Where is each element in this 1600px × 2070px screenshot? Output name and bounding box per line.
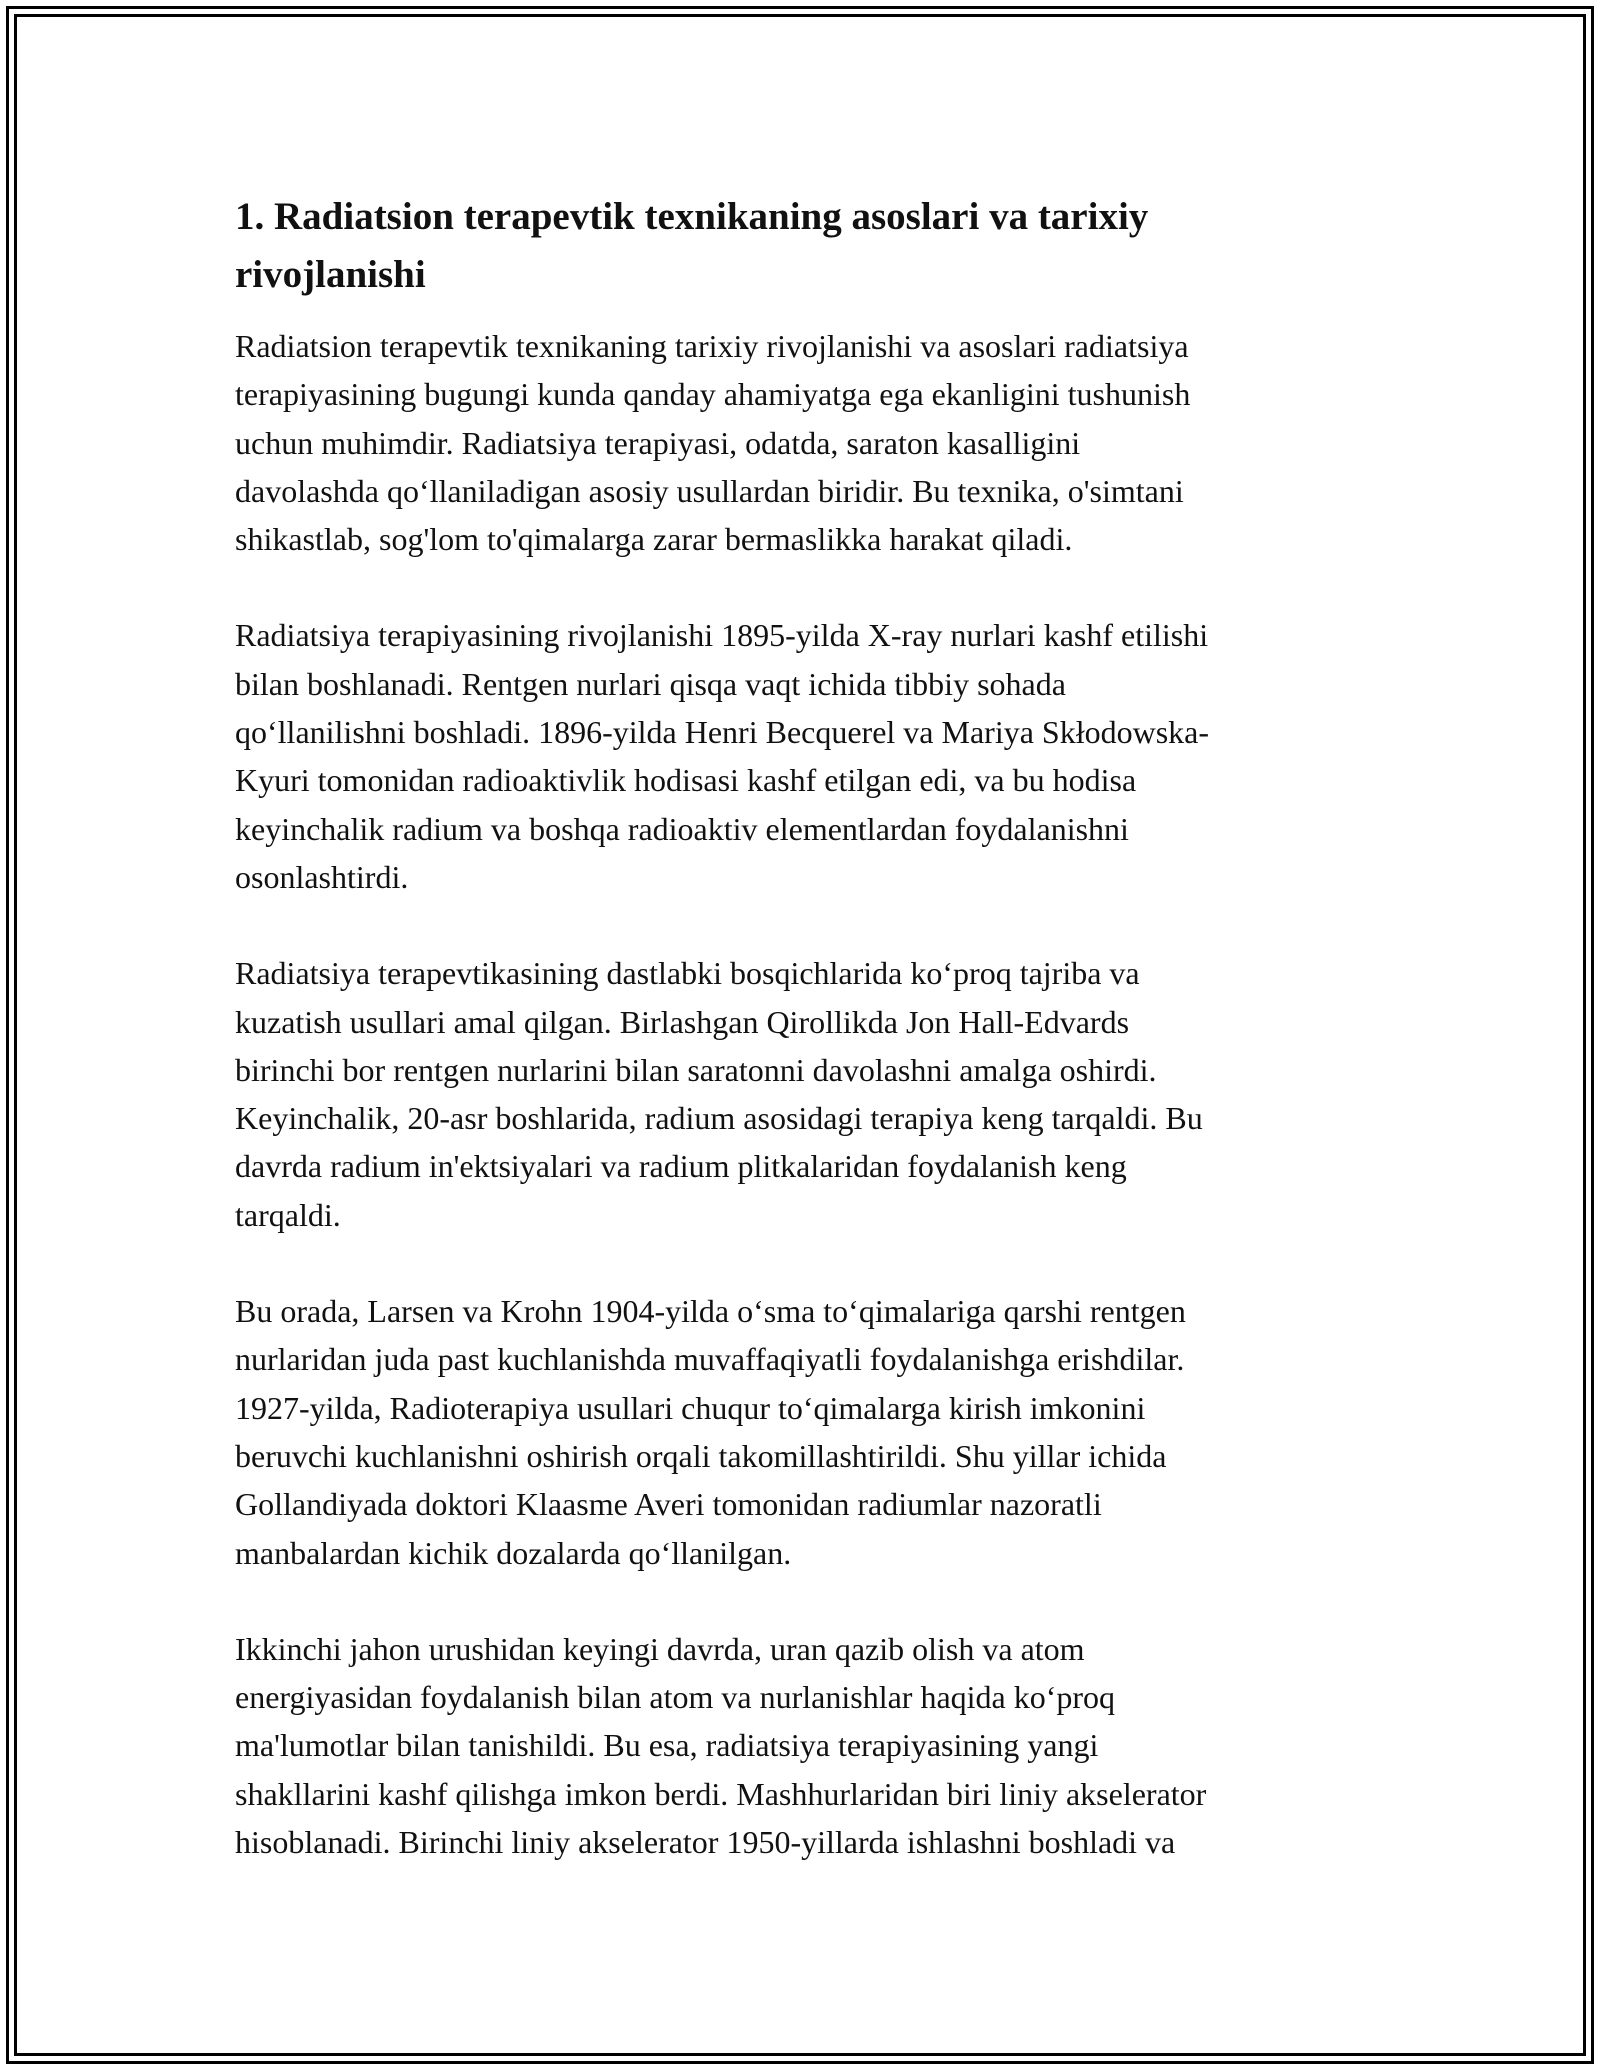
text-line: bilan boshlanadi. Rentgen nurlari qisqa vaqt ichida tibbiy sohada <box>235 665 1066 702</box>
paragraph-1 <box>235 322 1365 563</box>
section-heading-line-1: 1. Radiatsion terapevtik texnikaning asoslari va tarixiy <box>235 195 1149 238</box>
text-line: uchun muhimdir. Radiatsiya terapiyasi, odatda, saraton kasalligini <box>235 424 1081 461</box>
text-line: davrda radium in'ektsiyalari va radium plitkalaridan foydalanish keng <box>235 1148 1127 1185</box>
paragraph-2 <box>235 611 1365 901</box>
text-line: Radiatsiya terapevtikasining dastlabki bosqichlarida ko‘proq tajriba va <box>235 955 1140 992</box>
text-line: Radiatsiya terapiyasining rivojlanishi 1895-yilda X-ray nurlari kashf etilishi <box>235 617 1209 654</box>
text-line: terapiyasining bugungi kunda qanday ahamiyatga ega ekanligini tushunish <box>235 376 1191 413</box>
text-line: nurlaridan juda past kuchlanishda muvaffaqiyatli foydalanishga erishdilar. <box>235 1341 1185 1378</box>
text-line: kuzatish usullari amal qilgan. Birlashgan Qirollikda Jon Hall-Edvards <box>235 1003 1130 1040</box>
text-line: Kyuri tomonidan radioaktivlik hodisasi kashf etilgan edi, va bu hodisa <box>235 762 1137 799</box>
paragraph-3 <box>235 949 1365 1239</box>
text-line: Gollandiyada doktori Klaasme Averi tomonidan radiumlar nazoratli <box>235 1486 1102 1523</box>
text-line: qo‘llanilishni boshladi. 1896-yilda Henri Becquerel va Mariya Skłodowska- <box>235 714 1210 751</box>
paragraph-5 <box>235 1625 1365 1866</box>
text-line: keyinchalik radium va boshqa radioaktiv elementlardan foydalanishni <box>235 810 1129 847</box>
text-line: shakllarini kashf qilishga imkon berdi. Mashhurlaridan biri liniy akselerator <box>235 1775 1207 1812</box>
text-line: shikastlab, sog'lom to'qimalarga zarar bermaslikka harakat qiladi. <box>235 521 1073 558</box>
text-line: Keyinchalik, 20-asr boshlarida, radium asosidagi terapiya keng tarqaldi. Bu <box>235 1100 1203 1137</box>
document-body <box>235 188 1365 1914</box>
text-line: tarqaldi. <box>235 1196 341 1233</box>
text-line: Ikkinchi jahon urushidan keyingi davrda, uran qazib olish va atom <box>235 1630 1085 1667</box>
paragraph-4 <box>235 1287 1365 1577</box>
text-line: Radiatsion terapevtik texnikaning tarixiy rivojlanishi va asoslari radiatsiya <box>235 328 1189 364</box>
text-line: manbalardan kichik dozalarda qo‘llanilgan. <box>235 1534 792 1571</box>
text-line: hisoblanadi. Birinchi liniy akselerator 1950-yillarda ishlashni boshladi va <box>235 1824 1176 1861</box>
text-line: ma'lumotlar bilan tanishildi. Bu esa, radiatsiya terapiyasining yangi <box>235 1727 1099 1764</box>
text-line: Bu orada, Larsen va Krohn 1904-yilda o‘sma to‘qimalariga qarshi rentgen <box>235 1293 1186 1330</box>
text-line: birinchi bor rentgen nurlarini bilan saratonni davolashni amalga oshirdi. <box>235 1051 1157 1088</box>
text-line: 1927-yilda, Radioterapiya usullari chuqur to‘qimalarga kirish imkonini <box>235 1389 1146 1426</box>
section-heading <box>235 188 1365 304</box>
text-line: beruvchi kuchlanishni oshirish orqali takomillashtirildi. Shu yillar ichida <box>235 1437 1167 1474</box>
section-heading-line-2: rivojlanishi <box>235 253 426 296</box>
text-line: osonlashtirdi. <box>235 858 409 895</box>
text-line: energiyasidan foydalanish bilan atom va nurlanishlar haqida ko‘proq <box>235 1679 1116 1716</box>
text-line: davolashda qo‘llaniladigan asosiy usullardan biridir. Bu texnika, o'simtani <box>235 472 1184 509</box>
